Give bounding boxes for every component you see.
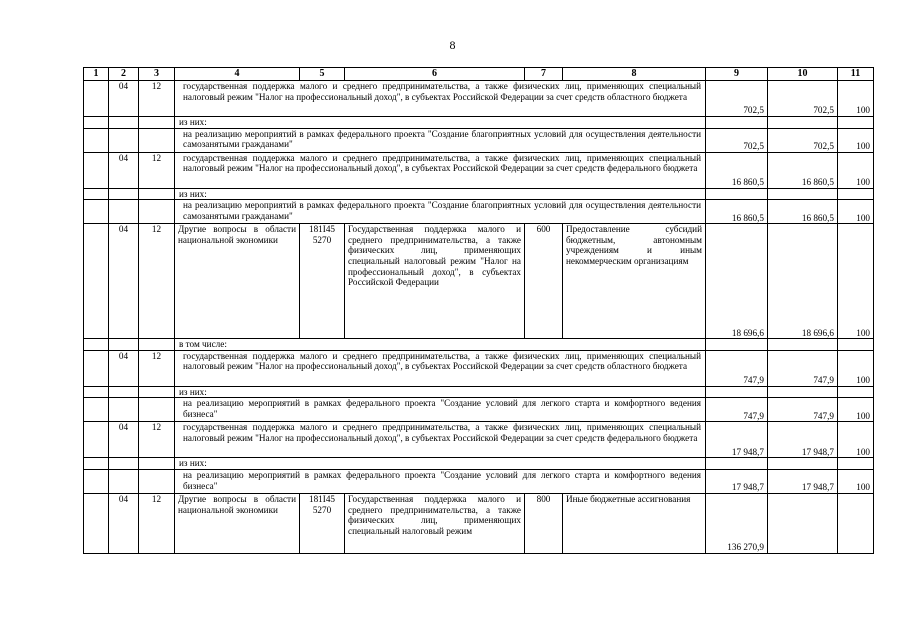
cell-description: на реализацию мероприятий в рамках федерального проекта "Создание благоприятных условий для осуществления деятельности самозанятыми гражданами" — [175, 200, 706, 224]
column-header-row — [84, 68, 874, 81]
cell-subsection — [139, 188, 175, 200]
cell-actual-amount: 747,9 — [768, 398, 838, 422]
cell-subsection — [139, 398, 175, 422]
cell-description: на реализацию мероприятий в рамках федерального проекта "Создание благоприятных условий для осуществления деятельности самозанятыми гражданами" — [175, 128, 706, 152]
cell-percent: 100 — [838, 398, 874, 422]
table-row — [84, 458, 874, 470]
cell-plan-amount: 16 860,5 — [706, 152, 768, 188]
column-header: 2 — [109, 68, 139, 81]
cell-col1 — [84, 386, 109, 398]
cell-expense-name: Предоставление субсидий бюджетным, автономным учреждениям и иным некоммерческим организациям — [563, 224, 706, 339]
cell-plan-amount: 17 948,7 — [706, 422, 768, 458]
cell-percent — [838, 493, 874, 553]
page-number: 8 — [449, 38, 456, 52]
cell-col1 — [84, 350, 109, 386]
cell-percent: 100 — [838, 350, 874, 386]
cell-percent — [838, 339, 874, 351]
cell-note: из них: — [175, 458, 706, 470]
cell-percent — [838, 458, 874, 470]
cell-actual-amount — [768, 339, 838, 351]
table-row — [84, 398, 874, 422]
cell-target-name: Государственная поддержка малого и среднего предпринимательства, а также физических лиц, применяющих специальный налоговый режим — [345, 493, 525, 553]
column-header: 11 — [838, 68, 874, 81]
cell-expense-type: 800 — [525, 493, 563, 553]
cell-subsection: 12 — [139, 224, 175, 339]
cell-section — [109, 398, 139, 422]
cell-subsection — [139, 469, 175, 493]
cell-section — [109, 200, 139, 224]
table-row — [84, 117, 874, 129]
cell-actual-amount: 16 860,5 — [768, 200, 838, 224]
table-row — [84, 200, 874, 224]
cell-percent: 100 — [838, 200, 874, 224]
cell-subsection: 12 — [139, 350, 175, 386]
table-row — [84, 350, 874, 386]
column-header: 5 — [300, 68, 345, 81]
cell-col1 — [84, 152, 109, 188]
cell-plan-amount — [706, 188, 768, 200]
column-header: 3 — [139, 68, 175, 81]
budget-table — [83, 67, 874, 554]
cell-description: государственная поддержка малого и среднего предпринимательства, а также физических лиц, применяющих специальный налоговый режим "Налог на профессиональный доход", в субъектах Российской Федерации за счет средств областного бюджета — [175, 81, 706, 117]
cell-section: 04 — [109, 152, 139, 188]
cell-section: 04 — [109, 81, 139, 117]
column-header: 10 — [768, 68, 838, 81]
column-header: 7 — [525, 68, 563, 81]
cell-description: на реализацию мероприятий в рамках федерального проекта "Создание условий для легкого старта и комфортного ведения бизнеса" — [175, 469, 706, 493]
cell-description: государственная поддержка малого и среднего предпринимательства, а также физических лиц, применяющих специальный налоговый режим "Налог на профессиональный доход", в субъектах Российской Федерации за счет средств федерального бюджета — [175, 422, 706, 458]
cell-section: 04 — [109, 224, 139, 339]
table-row — [84, 224, 874, 339]
column-header: 8 — [563, 68, 706, 81]
cell-col1 — [84, 469, 109, 493]
cell-description: государственная поддержка малого и среднего предпринимательства, а также физических лиц, применяющих специальный налоговый режим "Налог на профессиональный доход", в субъектах Российской Федерации за счет средств федерального бюджета — [175, 152, 706, 188]
cell-note: в том числе: — [175, 339, 706, 351]
cell-actual-amount: 18 696,6 — [768, 224, 838, 339]
column-header: 6 — [345, 68, 525, 81]
cell-percent — [838, 117, 874, 129]
cell-plan-amount — [706, 339, 768, 351]
cell-actual-amount — [768, 117, 838, 129]
cell-subsection: 12 — [139, 152, 175, 188]
cell-col1 — [84, 81, 109, 117]
cell-percent — [838, 188, 874, 200]
cell-description: Другие вопросы в области национальной экономики — [175, 224, 300, 339]
cell-percent: 100 — [838, 469, 874, 493]
cell-plan-amount — [706, 386, 768, 398]
cell-col1 — [84, 422, 109, 458]
cell-percent: 100 — [838, 152, 874, 188]
cell-section — [109, 458, 139, 470]
cell-section — [109, 117, 139, 129]
table-row — [84, 339, 874, 351]
cell-section — [109, 469, 139, 493]
cell-actual-amount — [768, 493, 838, 553]
cell-actual-amount: 702,5 — [768, 128, 838, 152]
cell-actual-amount: 17 948,7 — [768, 422, 838, 458]
column-header: 1 — [84, 68, 109, 81]
cell-col1 — [84, 339, 109, 351]
cell-percent: 100 — [838, 128, 874, 152]
cell-plan-amount: 18 696,6 — [706, 224, 768, 339]
cell-col1 — [84, 128, 109, 152]
cell-actual-amount — [768, 458, 838, 470]
cell-plan-amount: 747,9 — [706, 350, 768, 386]
cell-plan-amount — [706, 458, 768, 470]
cell-section: 04 — [109, 422, 139, 458]
cell-target-code: 181I45 5270 — [300, 493, 345, 553]
cell-description: государственная поддержка малого и среднего предпринимательства, а также физических лиц, применяющих специальный налоговый режим "Налог на профессиональный доход", в субъектах Российской Федерации за счет средств областного бюджета — [175, 350, 706, 386]
cell-percent: 100 — [838, 422, 874, 458]
cell-section — [109, 128, 139, 152]
cell-description: на реализацию мероприятий в рамках федерального проекта "Создание условий для легкого старта и комфортного ведения бизнеса" — [175, 398, 706, 422]
cell-subsection — [139, 200, 175, 224]
cell-col1 — [84, 224, 109, 339]
cell-subsection — [139, 117, 175, 129]
cell-col1 — [84, 200, 109, 224]
cell-plan-amount: 747,9 — [706, 398, 768, 422]
cell-percent: 100 — [838, 81, 874, 117]
cell-target-name: Государственная поддержка малого и среднего предпринимательства, а также физических лиц, применяющих специальный налоговый режим "Налог на профессиональный доход", в субъектах Российской Федерации — [345, 224, 525, 339]
cell-actual-amount — [768, 188, 838, 200]
cell-note: из них: — [175, 117, 706, 129]
cell-col1 — [84, 458, 109, 470]
cell-plan-amount: 702,5 — [706, 128, 768, 152]
cell-percent: 100 — [838, 224, 874, 339]
table-row — [84, 188, 874, 200]
cell-note: из них: — [175, 386, 706, 398]
cell-subsection: 12 — [139, 81, 175, 117]
table-row — [84, 152, 874, 188]
cell-col1 — [84, 117, 109, 129]
cell-section — [109, 386, 139, 398]
table-row — [84, 81, 874, 117]
cell-col1 — [84, 398, 109, 422]
column-header: 9 — [706, 68, 768, 81]
cell-plan-amount: 136 270,9 — [706, 493, 768, 553]
cell-expense-type: 600 — [525, 224, 563, 339]
cell-section: 04 — [109, 350, 139, 386]
cell-actual-amount: 17 948,7 — [768, 469, 838, 493]
cell-section: 04 — [109, 493, 139, 553]
column-header: 4 — [175, 68, 300, 81]
cell-subsection: 12 — [139, 422, 175, 458]
cell-actual-amount: 747,9 — [768, 350, 838, 386]
cell-subsection — [139, 128, 175, 152]
cell-col1 — [84, 188, 109, 200]
table-row — [84, 422, 874, 458]
cell-actual-amount — [768, 386, 838, 398]
cell-col1 — [84, 493, 109, 553]
cell-actual-amount: 16 860,5 — [768, 152, 838, 188]
cell-actual-amount: 702,5 — [768, 81, 838, 117]
cell-section — [109, 339, 139, 351]
table-row — [84, 469, 874, 493]
cell-plan-amount — [706, 117, 768, 129]
cell-percent — [838, 386, 874, 398]
cell-subsection: 12 — [139, 493, 175, 553]
cell-description: Другие вопросы в области национальной экономики — [175, 493, 300, 553]
cell-note: из них: — [175, 188, 706, 200]
cell-subsection — [139, 339, 175, 351]
table-row — [84, 128, 874, 152]
cell-section — [109, 188, 139, 200]
cell-expense-name: Иные бюджетные ассигнования — [563, 493, 706, 553]
table-row — [84, 386, 874, 398]
cell-plan-amount: 702,5 — [706, 81, 768, 117]
cell-subsection — [139, 386, 175, 398]
cell-plan-amount: 16 860,5 — [706, 200, 768, 224]
cell-target-code: 181I45 5270 — [300, 224, 345, 339]
table-row — [84, 493, 874, 553]
cell-subsection — [139, 458, 175, 470]
cell-plan-amount: 17 948,7 — [706, 469, 768, 493]
